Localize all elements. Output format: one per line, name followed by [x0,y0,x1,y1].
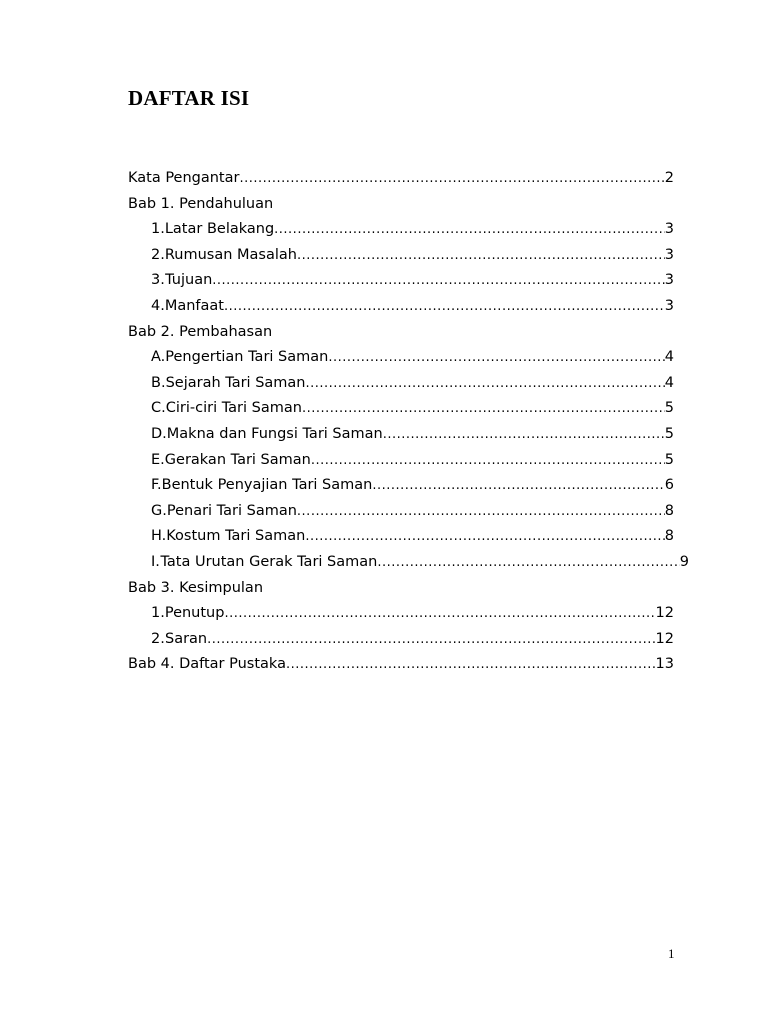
toc-entry-label: Saran [165,630,208,647]
toc-chapter-bab1 [128,192,674,218]
toc-entry-page: 4 [664,374,674,391]
toc-entry-page: 9 [679,553,689,570]
toc-entry-label: Latar Belakang [164,221,275,238]
dot-leader [297,499,665,525]
toc-entry-page: 5 [664,451,674,468]
toc-entry-page: 3 [664,246,674,263]
toc-entry [128,371,674,397]
toc-entry [128,601,674,627]
toc-entry [128,524,674,550]
toc-entry-label: Manfaat [164,297,224,314]
toc-entry-label: Pengertian Tari Saman [165,349,329,366]
dot-leader [286,652,656,678]
toc-entry [128,627,674,653]
toc-entry [128,217,674,243]
toc-entry-number: 1. [151,605,165,622]
toc-entry-page: 3 [664,221,674,238]
toc-entry [128,345,674,371]
toc-chapter-label: Bab 3. Kesimpulan [128,579,264,596]
toc-entry-page: 5 [664,425,674,442]
toc-entry-label: Bentuk Penyajian Tari Saman [161,477,373,494]
toc-entry-page: 3 [664,297,674,314]
toc-entry-page: 8 [664,528,674,545]
toc-entry-number: 3. [151,272,165,289]
toc-entry-number: D. [151,425,167,442]
dot-leader [207,627,655,653]
toc-entry [128,268,674,294]
toc-chapter-bab4 [128,652,674,678]
dot-leader [328,345,664,371]
toc-entry-page: 4 [664,349,674,366]
toc-entry-label: Tata Urutan Gerak Tari Saman [160,553,378,570]
toc-entry-number: E. [151,451,165,468]
toc-entry-number: B. [151,374,166,391]
toc-entry-label: Penutup [164,605,225,622]
toc-entry-number: G. [151,502,167,519]
toc-entry [128,550,689,576]
toc-entry-number: C. [151,400,166,417]
toc-entry-label: Kata Pengantar [128,170,240,186]
dot-leader [212,268,665,294]
toc-entry [128,243,674,269]
dot-leader [372,473,664,499]
toc-entry-label: Sejarah Tari Saman [165,374,306,391]
toc-entry-label: Ciri-ciri Tari Saman [165,400,302,417]
toc-entry-label: Gerakan Tari Saman [164,451,311,468]
toc-chapter-label: Bab 4. Daftar Pustaka [128,656,286,673]
toc-entry-label: Tujuan [165,272,213,289]
dot-leader [297,243,665,269]
toc-entry [128,499,674,525]
toc-entry-label: Rumusan Masalah [164,246,297,263]
toc-entry-number: F. [151,477,162,494]
toc-entry-kata-pengantar [128,166,674,192]
toc-entry-number: 1. [151,221,165,238]
toc-chapter-label: Bab 2. Pembahasan [128,323,273,340]
dot-leader [274,217,665,243]
toc-entry-number: 4. [151,297,165,314]
dot-leader [383,422,665,448]
toc-chapter-bab3 [128,576,674,602]
toc-entry-number: H. [151,528,167,545]
toc-chapter-label: Bab 1. Pendahuluan [128,195,274,212]
toc-entry-page: 12 [655,605,674,622]
toc-entry [128,448,674,474]
toc-entry [128,294,674,320]
toc-entry [128,396,674,422]
toc-entry-label: Kostum Tari Saman [166,528,306,545]
dot-leader [224,294,665,320]
dot-leader [305,371,664,397]
page-title: DAFTAR ISI [128,86,250,110]
toc-entry-number: A. [151,349,166,366]
toc-entry-page: 13 [655,656,674,673]
dot-leader [305,524,664,550]
toc-entry-label: Makna dan Fungsi Tari Saman [166,425,383,442]
page-number: 1 [668,946,675,961]
toc-chapter-bab2 [128,320,674,346]
toc-entry-page: 2 [664,170,674,186]
toc-entry [128,473,674,499]
toc-entry [128,422,674,448]
toc-entry-page: 5 [664,400,674,417]
dot-leader [224,601,655,627]
toc-entry-page: 12 [655,630,674,647]
toc-entry-page: 3 [664,272,674,289]
dot-leader [377,550,679,576]
toc-entry-page: 6 [664,477,674,494]
dot-leader [302,396,665,422]
toc-entry-number: I. [151,553,160,570]
table-of-contents [128,166,689,678]
dot-leader [239,166,664,192]
toc-entry-number: 2. [151,630,165,647]
toc-entry-page: 8 [664,502,674,519]
dot-leader [311,448,665,474]
toc-entry-number: 2. [151,246,165,263]
toc-entry-label: Penari Tari Saman [166,502,297,519]
